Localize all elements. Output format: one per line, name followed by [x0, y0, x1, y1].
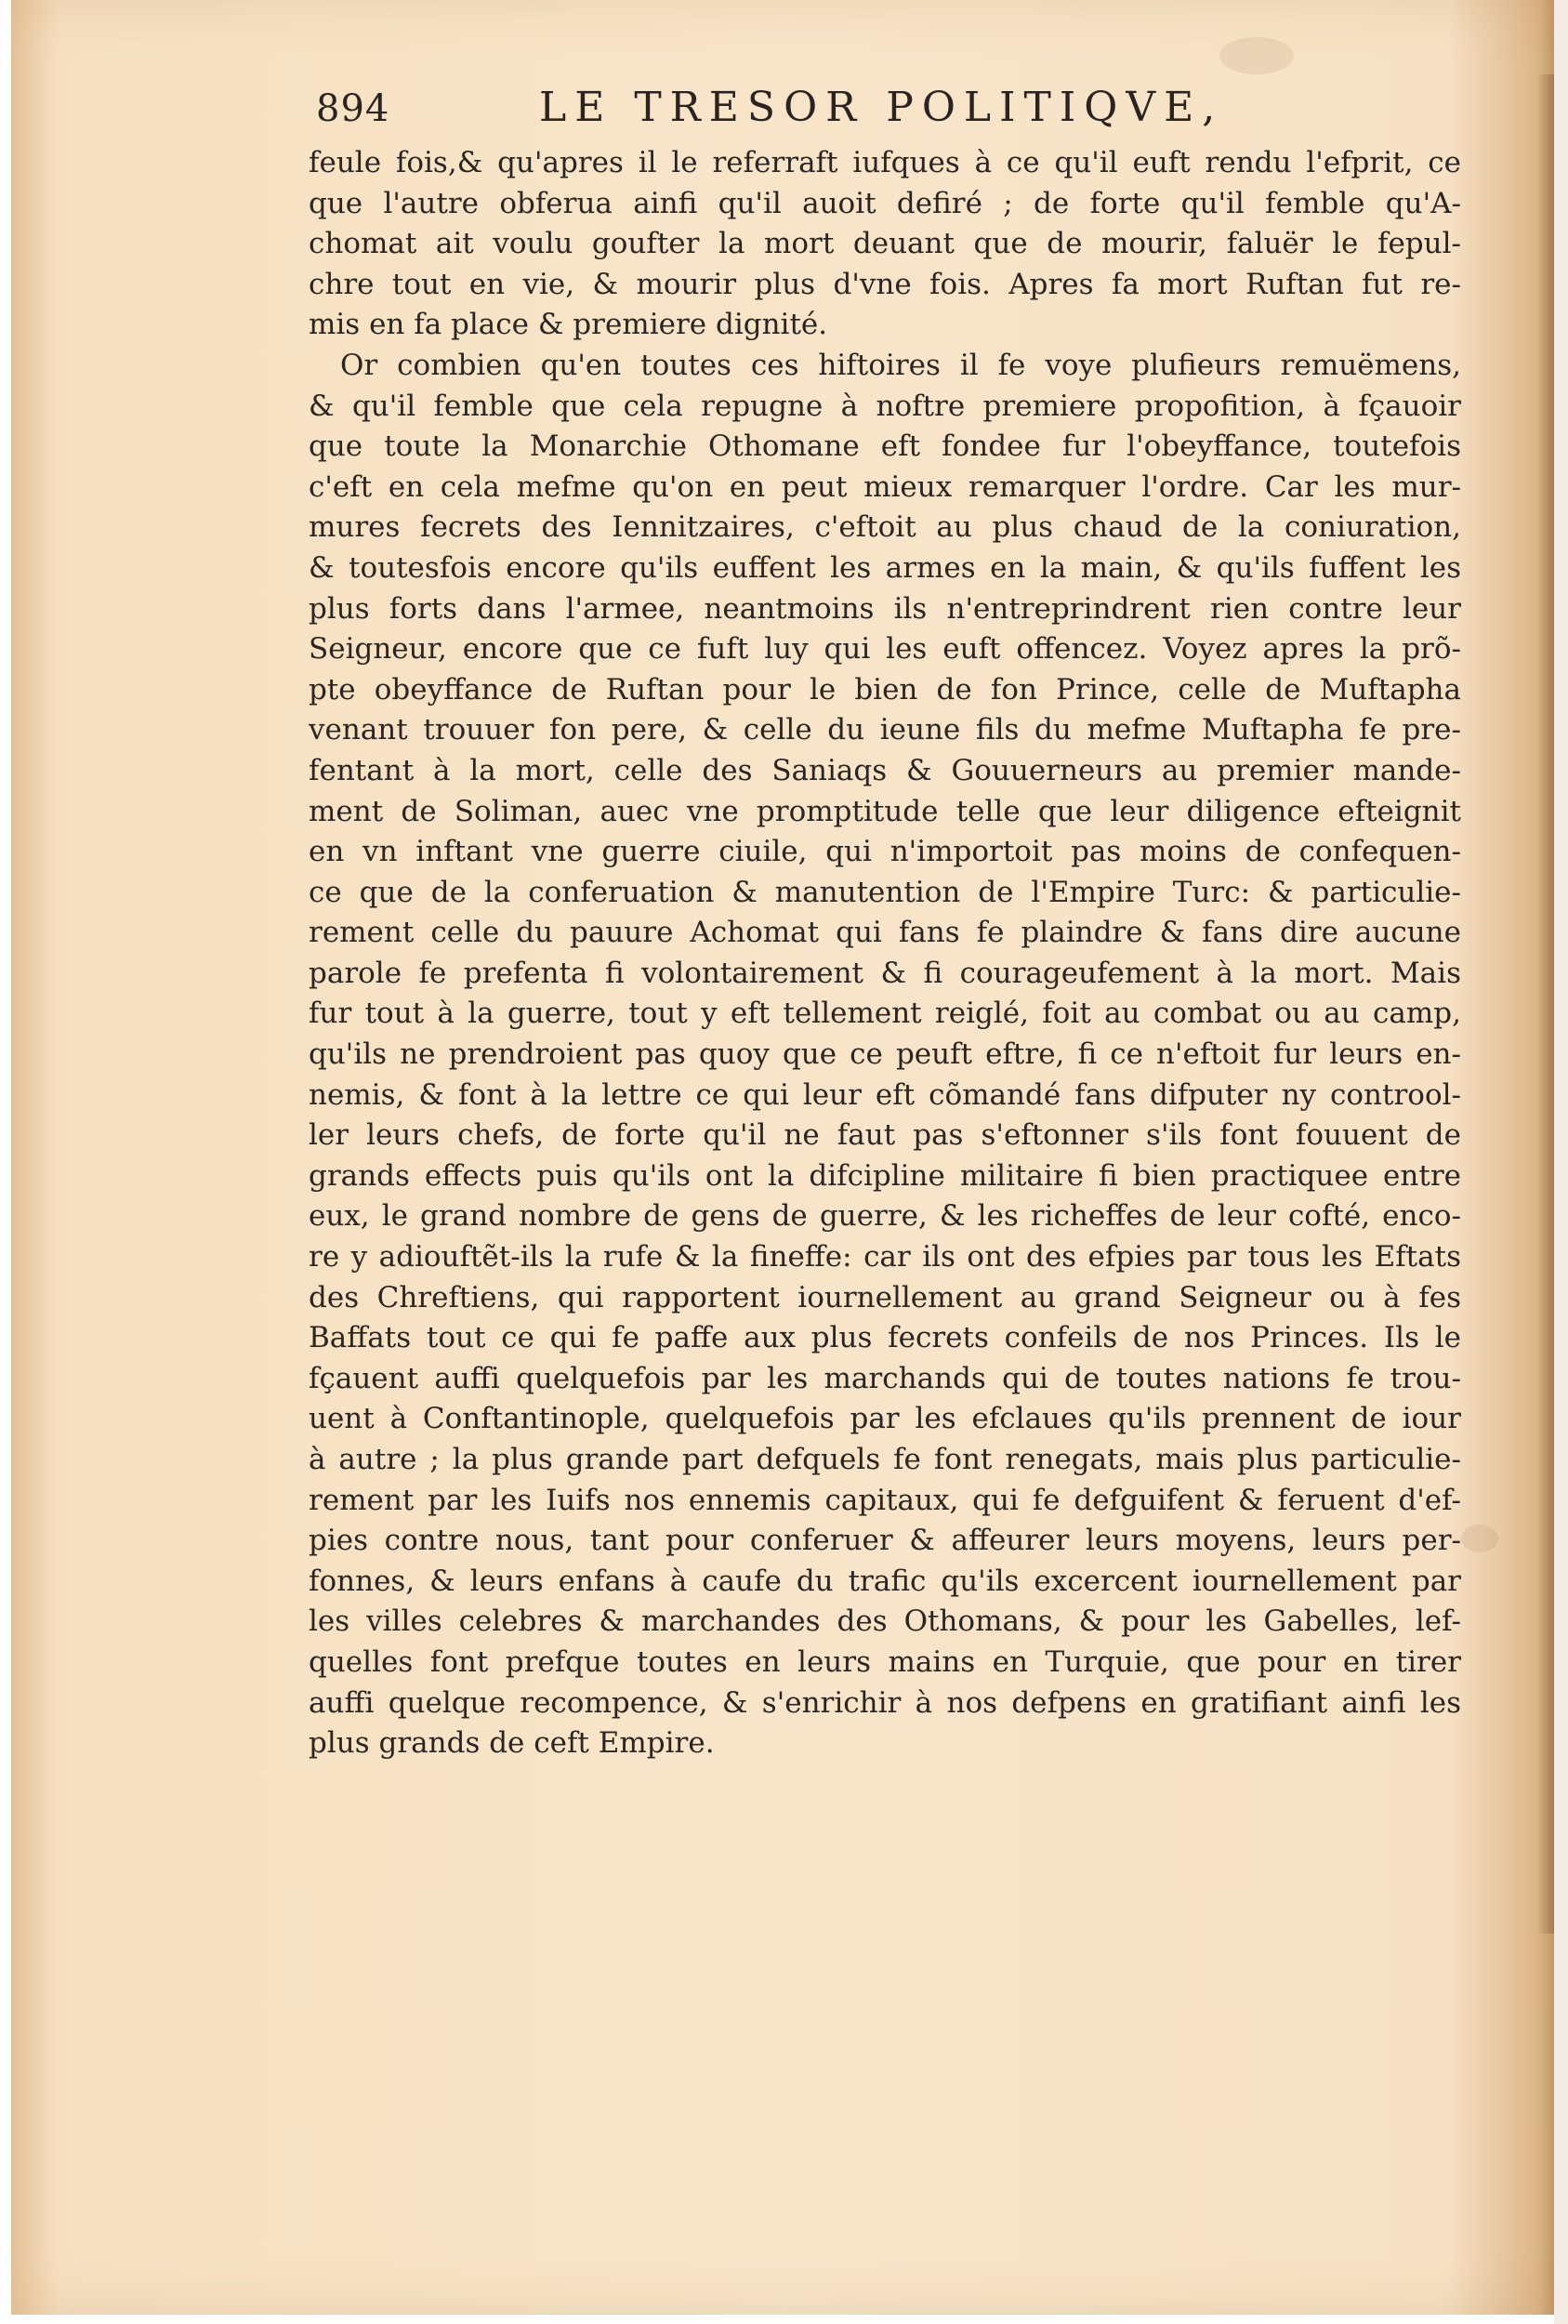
text-line: c'eft en cela mefme qu'on en peut mieux remarquer l'ordre. Car les mur- [309, 469, 1461, 504]
text-line: pies contre nous, tant pour conferuer & affeurer leurs moyens, leurs per- [309, 1524, 1461, 1558]
page-number: 894 [316, 87, 390, 130]
text-line: rement par les Iuifs nos ennemis capitaux, qui fe defguifent & feruent d'ef- [309, 1483, 1461, 1517]
text-line: venant trouuer fon pere, & celle du ieune fils du mefme Muftapha fe pre- [309, 713, 1461, 747]
text-line: que l'autre obferua ainfi qu'il auoit defiré ; de forte qu'il femble qu'A- [309, 186, 1461, 220]
text-line: feule fois,& qu'apres il le referraft iufques à ce qu'il euft rendu l'efprit, ce [309, 146, 1461, 179]
paper-stain [1219, 37, 1294, 74]
text-line: chre tout en vie, & mourir plus d'vne fois. Apres fa mort Ruftan fut re- [309, 267, 1461, 301]
text-line: eux, le grand nombre de gens de guerre, & les richeffes de leur cofté, enco- [309, 1199, 1461, 1234]
text-line: rement celle du pauure Achomat qui fans fe plaindre & fans dire aucune [309, 916, 1461, 950]
scan-right-edge [1554, 0, 1568, 2324]
text-line: Baffats tout ce qui fe paffe aux plus fecrets confeils de nos Princes. Ils le [309, 1321, 1461, 1355]
text-line: ler leurs chefs, de forte qu'il ne faut pas s'eftonner s'ils font fouuent de [309, 1118, 1461, 1153]
body-text [309, 143, 1461, 1764]
text-line: Or combien qu'en toutes ces hiftoires il fe voye plufieurs remuëmens, [340, 348, 1461, 382]
text-line: ment de Soliman, auec vne promptitude telle que leur diligence efteignit [309, 794, 1461, 828]
text-line: qu'ils ne prendroient pas quoy que ce peuft eftre, fi ce n'eftoit fur leurs en- [309, 1037, 1461, 1072]
text-line: nemis, & font à la lettre ce qui leur eft cõmandé fans difputer ny controol- [309, 1077, 1461, 1112]
text-line: parole fe prefenta fi volontairement & fi courageufement à la mort. Mais [309, 956, 1461, 990]
text-line: mis en fa place & premiere dignité. [309, 308, 828, 342]
text-line: fonnes, & leurs enfans à caufe du trafic qu'ils excercent iournellement par [309, 1564, 1461, 1598]
text-line: chomat ait voulu goufter la mort deuant que de mourir, faluër le fepul- [309, 227, 1461, 261]
text-line: & toutesfois encore qu'ils euffent les armes en la main, & qu'ils fuffent les [309, 550, 1461, 585]
page-header [316, 84, 1245, 149]
text-line: plus grands de ceft Empire. [309, 1726, 715, 1761]
running-title: LE TRESOR POLITIQVE, [539, 84, 1224, 131]
text-line: pte obeyffance de Ruftan pour le bien de fon Prince, celle de Muftapha [309, 672, 1461, 706]
text-line: quelles font prefque toutes en leurs mains en Turquie, que pour en tirer [309, 1644, 1461, 1679]
text-line: auffi quelque recompence, & s'enrichir à nos defpens en gratifiant ainfi les [309, 1685, 1461, 1720]
text-line: en vn inftant vne guerre ciuile, qui n'importoit pas moins de confequen- [309, 835, 1461, 869]
text-line: plus forts dans l'armee, neantmoins ils n'entreprindrent rien contre leur [309, 591, 1461, 626]
text-line: que toute la Monarchie Othomane eft fondee fur l'obeyffance, toutefois [309, 429, 1461, 464]
text-line: uent à Conftantinople, quelquefois par les efclaues qu'ils prennent de iour [309, 1402, 1461, 1436]
text-line: des Chreftiens, qui rapportent iournellement au grand Seigneur ou à fes [309, 1280, 1461, 1314]
text-line: mures fecrets des Iennitzaires, c'eftoit au plus chaud de la coniuration, [309, 510, 1461, 545]
text-line: & qu'il femble que cela repugne à noftre premiere propofition, à fçauoir [309, 389, 1461, 423]
text-line: à autre ; la plus grande part defquels fe font renegats, mais plus particulie- [309, 1443, 1461, 1476]
text-line: fçauent auffi quelquefois par les marchands qui de toutes nations fe trou- [309, 1361, 1461, 1395]
text-line: ce que de la conferuation & manutention de l'Empire Turc: & particulie- [309, 875, 1461, 909]
text-line: les villes celebres & marchandes des Othomans, & pour les Gabelles, lef- [309, 1604, 1461, 1639]
text-line: fentant à la mort, celle des Saniaqs & Gouuerneurs au premier mande- [309, 753, 1461, 787]
paper-stain [1461, 1525, 1498, 1552]
text-line: Seigneur, encore que ce fuft luy qui les euft offencez. Voyez apres la prõ- [309, 632, 1461, 667]
text-line: re y adiouftẽt-ils la rufe & la fineffe: car ils ont des efpies par tous les Eftats [309, 1240, 1461, 1274]
text-line: grands effects puis qu'ils ont la difcipline militaire fi bien practiquee entre [309, 1158, 1461, 1193]
text-line: fur tout à la guerre, tout y eft tellement reiglé, foit au combat ou au camp, [309, 997, 1461, 1031]
